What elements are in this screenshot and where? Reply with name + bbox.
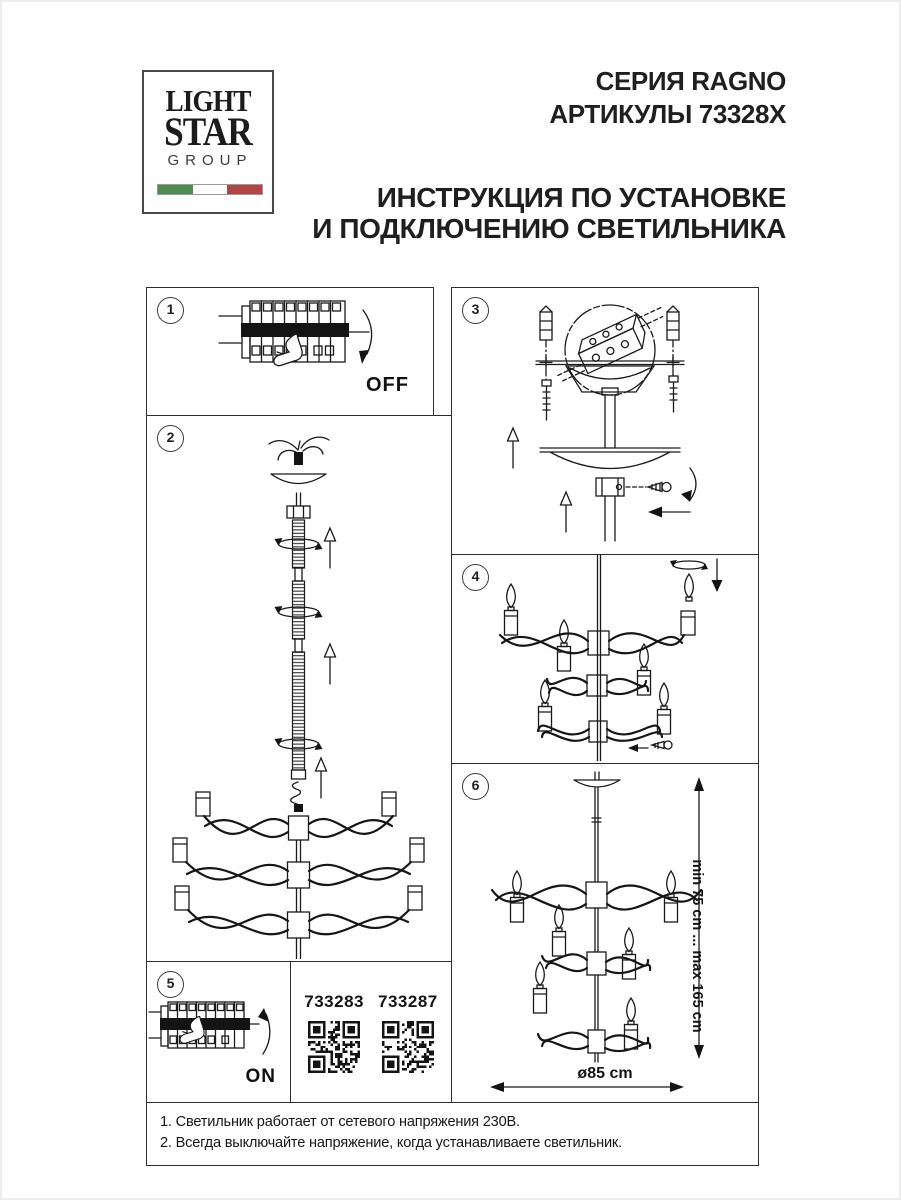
flag-white-segment	[193, 185, 228, 194]
step-6-badge: 6	[462, 773, 489, 800]
step-3-badge: 3	[462, 297, 489, 324]
qr-label-right: 733287	[378, 992, 438, 1011]
flag-red-segment	[227, 185, 262, 194]
qr-item-left	[304, 992, 364, 1078]
qr-code-left-icon	[308, 1021, 360, 1073]
lightstar-logo	[142, 70, 274, 214]
ceiling-mount-illustration	[452, 288, 756, 552]
panel-step-6	[451, 763, 759, 1103]
bulb-install-illustration	[452, 555, 756, 761]
qr-label-left: 733283	[304, 992, 364, 1011]
qr-code-right-icon	[382, 1021, 434, 1073]
on-label: ON	[245, 1066, 276, 1087]
assembled-chandelier-illustration	[452, 764, 756, 1100]
articles-title: АРТИКУЛЫ 73328X	[549, 99, 786, 129]
off-label: OFF	[366, 374, 409, 396]
panel-step-2	[146, 415, 452, 962]
italy-flag-icon	[157, 184, 263, 195]
logo-light-text: LIGHT	[165, 83, 251, 118]
instruction-title-line1: ИНСТРУКЦИЯ ПО УСТАНОВКЕ	[376, 182, 786, 213]
step-4-badge: 4	[462, 564, 489, 591]
panel-step-5	[146, 961, 291, 1103]
logo-star-text: STAR	[164, 109, 252, 154]
footnotes-box	[146, 1102, 759, 1166]
series-title: СЕРИЯ RAGNO	[595, 66, 786, 96]
qr-panel	[290, 961, 452, 1103]
diameter-label: ø85 cm	[577, 1065, 633, 1082]
panel-step-1	[146, 287, 434, 416]
footnote-1: 1. Светильник работает от сетевого напряжения 230В.	[160, 1114, 520, 1130]
step-5-badge: 5	[157, 971, 184, 998]
flag-green-segment	[158, 185, 193, 194]
panel-step-3	[451, 287, 759, 555]
logo-group-text: GROUP	[167, 152, 253, 169]
step-2-badge: 2	[157, 425, 184, 452]
rod-assembly-illustration	[147, 416, 449, 959]
panel-step-4	[451, 554, 759, 764]
header-titles	[306, 68, 786, 244]
footnote-2: 2. Всегда выключайте напряжение, когда устанавливаете светильник.	[160, 1135, 622, 1151]
qr-item-right	[378, 992, 438, 1078]
instruction-title-line2: И ПОДКЛЮЧЕНИЮ СВЕТИЛЬНИКА	[312, 213, 786, 244]
height-range-label: min 75 cm ... max 165 cm	[689, 859, 705, 1033]
step-1-badge: 1	[157, 297, 184, 324]
